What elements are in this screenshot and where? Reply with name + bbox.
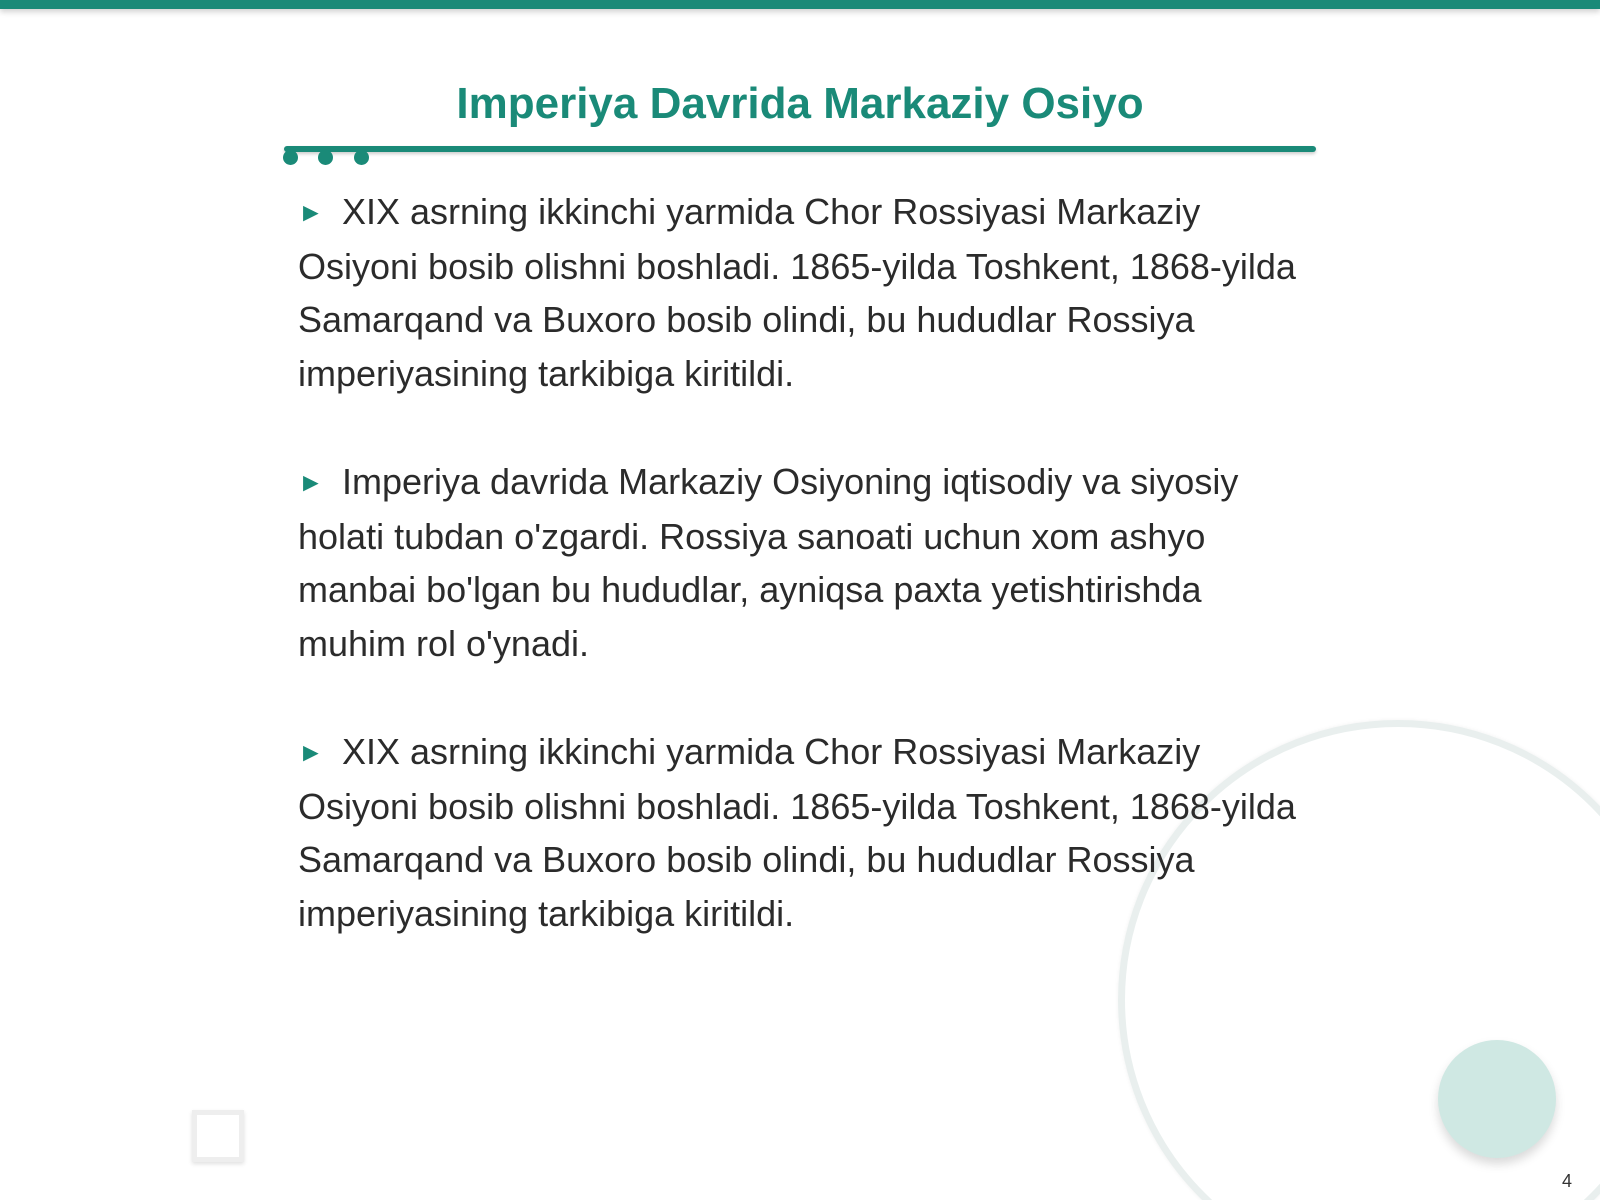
decorative-teal-circle <box>1438 1040 1556 1158</box>
bullet-text: XIX asrning ikkinchi yarmida Chor Rossiyasi Markaziy Osiyoni bosib olishni boshladi. 1865-yilda Toshkent, 1868-yilda Samarqand va Buxoro bosib olindi, bu hududlar Rossiya imperiyasining tarkibiga kiritildi. <box>298 731 1296 934</box>
decorative-square <box>192 1110 244 1162</box>
bullet-list <box>298 185 1318 995</box>
bullet-arrow-icon: ► <box>298 197 324 227</box>
bullet-text: XIX asrning ikkinchi yarmida Chor Rossiyasi Markaziy Osiyoni bosib olishni boshladi. 1865-yilda Toshkent, 1868-yilda Samarqand va Buxoro bosib olindi, bu hududlar Rossiya imperiyasining tarkibiga kiritildi. <box>298 191 1296 394</box>
page-number: 4 <box>1561 1171 1572 1191</box>
title-underline <box>284 146 1316 152</box>
slide-title: Imperiya Davrida Markaziy Osiyo <box>456 79 1144 128</box>
bullet-arrow-icon: ► <box>298 467 324 497</box>
bullet-paragraph-3 <box>298 725 1318 940</box>
title-dot-3 <box>354 150 369 165</box>
title-dot-2 <box>318 150 333 165</box>
bullet-paragraph-1 <box>298 185 1318 400</box>
bullet-paragraph-2 <box>298 455 1318 670</box>
top-accent-bar <box>0 0 1600 9</box>
bullet-arrow-icon: ► <box>298 737 324 767</box>
title-dot-1 <box>283 150 298 165</box>
bullet-text: Imperiya davrida Markaziy Osiyoning iqtisodiy va siyosiy holati tubdan o'zgardi. Rossiya sanoati uchun xom ashyo manbai bo'lgan bu hududlar, ayniqsa paxta yetishtirishda muhim rol o'ynadi. <box>298 461 1239 664</box>
